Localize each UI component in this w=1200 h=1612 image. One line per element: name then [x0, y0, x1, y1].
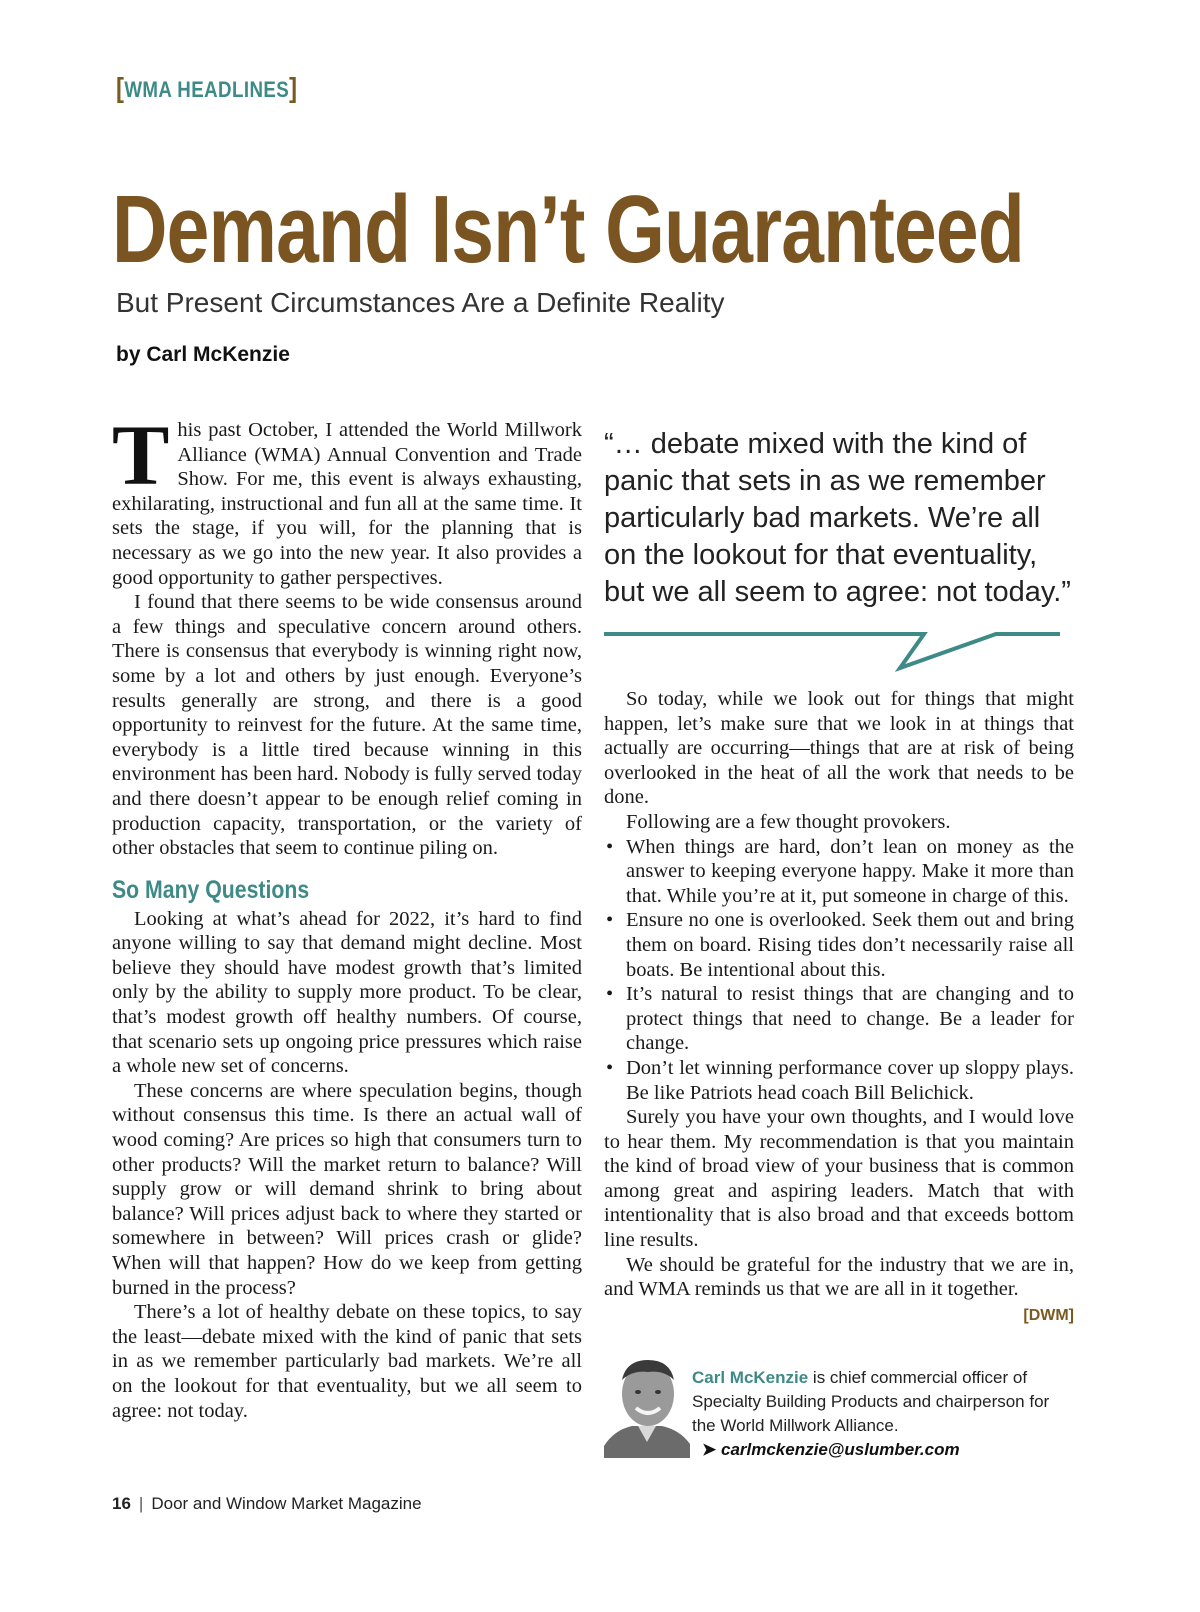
bracket-close: ] — [289, 72, 298, 103]
left-column — [112, 407, 582, 1423]
section-label-text: WMA HEADLINES — [124, 77, 290, 102]
author-email[interactable]: carlmckenzie@uslumber.com — [720, 1440, 960, 1459]
author-name: Carl McKenzie — [692, 1368, 809, 1387]
bio-text-block — [692, 1366, 1072, 1462]
paragraph: Surely you have your own thoughts, and I would love to hear them. My recommendation is that you maintain the kind of broad view of your business that is common among great and aspiring leaders. Match that with intentionality that is also broad and that exceeds bottom line results. — [604, 1106, 1074, 1252]
paragraph: We should be grateful for the industry that we are in, and WMA reminds us that we are all in it together. — [604, 1253, 1074, 1301]
bio-description: is chief commercial officer of Specialty Building Products and chairperson for the World Millwork Alliance. — [692, 1368, 1050, 1435]
section-heading: So Many Questions — [112, 875, 310, 904]
paragraph: So today, while we look out for things that might happen, let’s make sure that we look in at things that actually are occurring—things that are at risk of being overlooked in the heat of all the work that needs to be done. — [604, 688, 1074, 809]
list-item: • Ensure no one is overlooked. Seek them out and bring them on board. Rising tides don’t necessarily raise all boats. Be intentional about this. — [604, 908, 1074, 982]
paragraph: Following are a few thought provokers. — [626, 810, 951, 833]
footer-separator: | — [138, 1494, 144, 1513]
page-number: 16 — [112, 1494, 131, 1513]
list-item: • Don’t let winning performance cover up sloppy plays. Be like Patriots head coach Bill Belichick. — [604, 1056, 1074, 1105]
article-subtitle: But Present Circumstances Are a Definite Reality — [116, 287, 725, 318]
publication-name: Door and Window Market Magazine — [151, 1494, 422, 1513]
list-item: • It’s natural to resist things that are changing and to protect things that need to change. Be a leader for change. — [604, 982, 1074, 1056]
drop-cap: T — [112, 407, 170, 503]
list-item: • When things are hard, don’t lean on money as the answer to keeping everyone happy. Make it more than that. While you’re at it, put someone in charge of this. — [604, 835, 1074, 909]
right-column — [604, 687, 1074, 1328]
paragraph-intro — [112, 407, 582, 590]
bullet-list — [604, 835, 1074, 1106]
page-footer — [112, 1494, 422, 1514]
author-bio — [604, 1350, 1074, 1460]
bracket-open: [ — [116, 72, 125, 103]
arrow-right-icon: ➤ — [702, 1440, 717, 1459]
paragraph: These concerns are where speculation begins, though without consensus this time. Is there an actual wall of wood coming? Are prices so high that consumers turn to other products? Will the market return to balance? Will supply grow or will demand shrink to bring about balance? Will prices adjust back to where they started or somewhere in between? Will prices crash or glide? When will that happen? How do we keep from getting burned in the process? — [112, 1079, 582, 1299]
paragraph: There’s a lot of healthy debate on these topics, to say the least—debate mixed with the kind of panic that sets in as we remember particularly bad markets. We’re all on the lookout for that eventuality, but we all seem to agree: not today. — [112, 1301, 582, 1422]
pull-quote: “… debate mixed with the kind of panic that sets in as we remember particularly bad markets. We’re all on the lookout for that eventuality, but we all seem to agree: not today.” — [604, 428, 1071, 608]
paragraph-intro-text: his past October, I attended the World Millwork Alliance (WMA) Annual Convention and Trade Show. For me, this event is always exhausting, exhilarating, instructional and fun all at the same time. It sets the stage, if you will, for the planning that is necessary as we go into the new year. It also provides a good opportunity to gather perspectives. — [112, 419, 582, 589]
article-title: Demand Isn’t Guaranteed — [112, 176, 1024, 283]
paragraph: I found that there seems to be wide consensus around a few things and speculative concern around others. There is consensus that everybody is winning right now, some by a lot and others by just enough. Everyone’s results generally are strong, and there is a good opportunity to reinvest for the future. At the same time, everybody is a little tired because winning in this environment has been hard. Nobody is fully served today and there doesn’t appear to be enough relief coming in production capacity, transportation, or the variety of other obstacles that seem to continue piling on. — [112, 591, 582, 860]
end-tag: [DWM] — [1023, 1306, 1074, 1324]
author-email-link[interactable] — [692, 1440, 960, 1459]
author-photo-icon — [604, 1350, 690, 1458]
article-byline: by Carl McKenzie — [116, 343, 290, 366]
speech-bubble-rule-icon — [604, 630, 1060, 674]
paragraph: Looking at what’s ahead for 2022, it’s hard to find anyone willing to say that demand might decline. Most believe they should have modest growth that’s limited only by the ability to supply more product. To be clear, that’s modest growth off healthy numbers. Of course, that scenario sets up ongoing price pressures which raise a whole new set of concerns. — [112, 907, 582, 1078]
section-label — [116, 72, 298, 104]
